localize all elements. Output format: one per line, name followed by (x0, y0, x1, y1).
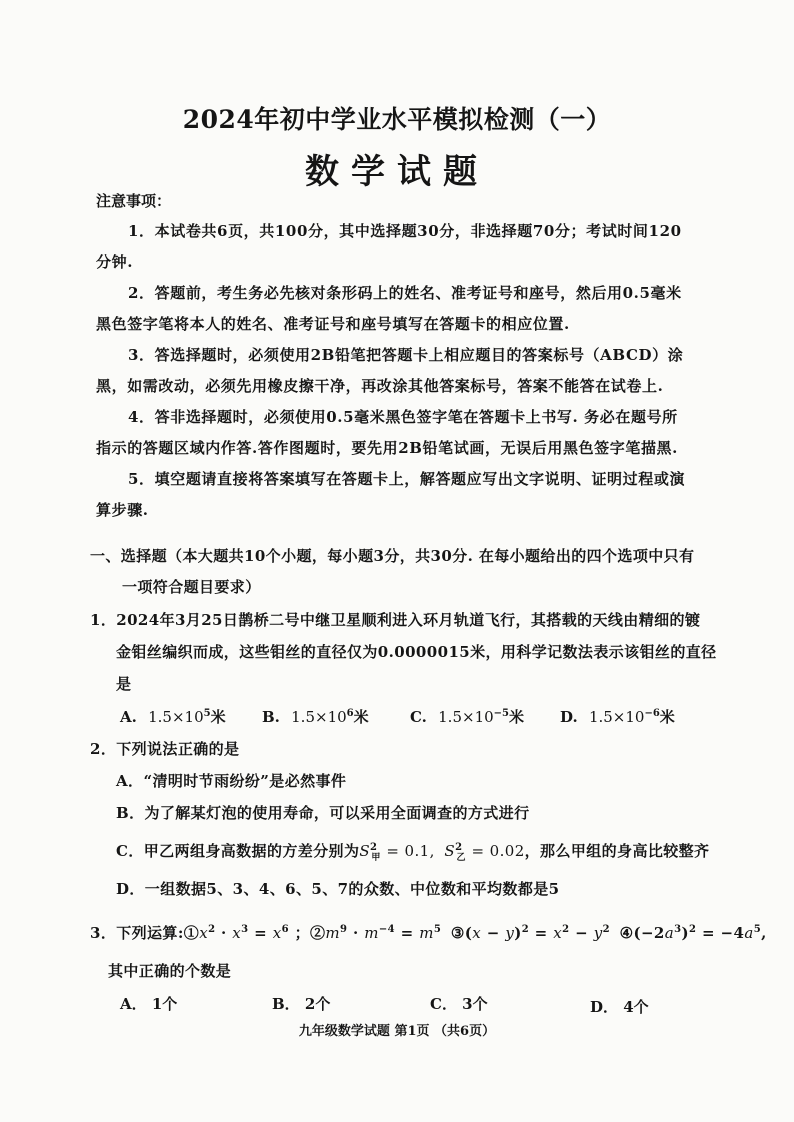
notice-item-1-line-2: 分钟. (96, 253, 134, 271)
notice-item-2-line-1: 2．答题前，考生务必先核对条形码上的姓名、准考证号和座号，然后用0.5毫米 (128, 284, 682, 302)
q1-option-d: D. $1.5\times 10^{-6}$米 (560, 708, 675, 726)
notice-item-2-line-2: 黑色签字笔将本人的姓名、准考证号和座号填写在答题卡的相应位置. (96, 315, 570, 333)
q3-option-c: C． 3个 (430, 995, 488, 1013)
notice-heading: 注意事项： (96, 192, 172, 210)
q2-option-c: C．甲乙两组身高数据的方差分别为$S^2_甲 = 0.1$, $S^2_乙 = 0.02$，那么甲组的身高比较整齐 (116, 842, 710, 863)
notice-item-4-line-1: 4．答非选择题时，必须使用0.5毫米黑色签字笔在答题卡上书写. 务必在题号所 (128, 408, 678, 426)
notice-item-5-line-1: 5．填空题请直接将答案填写在答题卡上，解答题应写出文字说明、证明过程或演 (128, 470, 686, 488)
exam-title: 2024年初中学业水平模拟检测（一） (182, 105, 612, 134)
q1-stem-line-2: 金钼丝编织而成，这些钼丝的直径仅为0.0000015米，用科学记数法表示该钼丝的直径 (116, 643, 717, 661)
q1-stem-line-1: 1．2024年3月25日鹊桥二号中继卫星顺利进入环月轨道飞行，其搭载的天线由精细的镀 (90, 611, 701, 629)
page-footer: 九年级数学试题 第1页 （共6页） (298, 1024, 496, 1039)
q2-option-b: B．为了解某灯泡的使用寿命，可以采用全面调查的方式进行 (116, 804, 530, 822)
notice-item-3-line-1: 3．答选择题时，必须使用2B铅笔把答题卡上相应题目的答案标号（ABCD）涂 (128, 346, 684, 364)
q2-stem: 2．下列说法正确的是 (90, 740, 240, 758)
notice-item-5-line-2: 算步骤. (96, 501, 149, 519)
notice-item-1-line-1: 1．本试卷共6页，共100分，其中选择题30分，非选择题70分；考试时间120 (128, 222, 682, 240)
notice-item-4-line-2: 指示的答题区域内作答.答作图题时，要先用2B铅笔试画，无误后用黑色签字笔描黑. (96, 439, 678, 457)
q2-option-d: D．一组数据5、3、4、6、5、7的众数、中位数和平均数都是5 (116, 880, 560, 898)
q3-option-d: D． 4个 (590, 998, 649, 1016)
section-1-header-cont: 一项符合题目要求） (122, 578, 261, 596)
section-1-header: 一、选择题（本大题共10个小题，每小题3分，共30分. 在每小题给出的四个选项中只有 (90, 547, 695, 565)
q1-option-a: A. $1.5\times 10^5$米 (120, 708, 226, 726)
q3-stem-tail: 其中正确的个数是 (108, 962, 232, 980)
q3-option-a: A． 1个 (120, 995, 178, 1013)
q1-stem-line-3: 是 (116, 675, 132, 693)
subject-title: 数学试题 (305, 152, 489, 192)
q3-option-b: B． 2个 (272, 995, 331, 1013)
notice-item-3-line-2: 黑，如需改动，必须先用橡皮擦干净，再改涂其他答案标号，答案不能答在试卷上. (96, 377, 664, 395)
q1-option-c: C. $1.5\times 10^{-5}$米 (410, 708, 525, 726)
q1-option-b: B. $1.5\times 10^6$米 (262, 708, 369, 726)
q2-option-a: A．“清明时节雨纷纷”是必然事件 (116, 772, 347, 790)
q3-stem: 3．下列运算$:①x^2 \cdot x^3 = x^6$ ；$②m^9 \cdot m^{-4} = m^5$ ③(x − $y)^2 = x^2 - y^2$ $④(-2a^3)^2 = -4a^5$, (90, 924, 767, 942)
